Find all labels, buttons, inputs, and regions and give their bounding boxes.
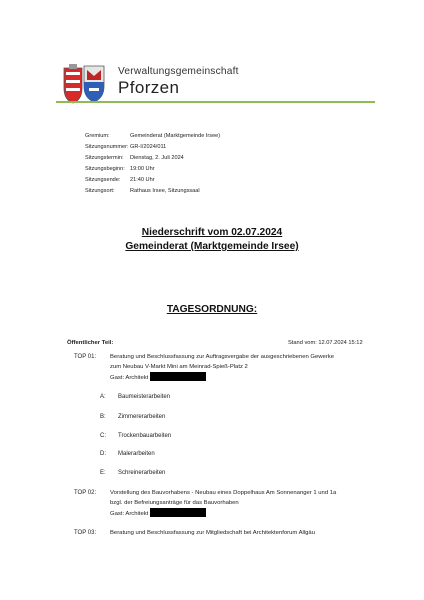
document-title: Niederschrift vom 02.07.2024 (141, 227, 283, 238)
coat-of-arms-logo (60, 62, 108, 106)
meta-key: Sitzungsende: (85, 177, 121, 183)
meta-key: Gremium: (85, 133, 110, 139)
subitem-e-text: Schreinerarbeiten (118, 470, 166, 476)
subitem-c-text: Trockenbauarbeiten (118, 433, 172, 439)
meta-value: 19:00 Uhr (130, 166, 155, 172)
subitem-c-letter: C: (100, 433, 106, 439)
redaction-bar (150, 372, 206, 381)
meta-value: Rathaus Irsee, Sitzungssaal (130, 188, 200, 194)
top-03-text (110, 529, 378, 539)
top-03-label: TOP 03: (74, 530, 97, 536)
top-01-guest: Gast: Architekt (110, 372, 378, 384)
subitem-a-text: Baumeisterarbeiten (118, 394, 171, 400)
subitem-b-text: Zimmererarbeiten (118, 414, 166, 420)
top-03-line1: Beratung und Beschlussfassung zur Mitgliedschaft bei Architektenforum Allgäu (110, 530, 315, 536)
top-02-line2: bzgl. der Befreiungsanträge für das Bauvorhaben (110, 499, 239, 506)
meta-key: Sitzungsnummer: (85, 144, 129, 150)
document-subtitle: Gemeinderat (Marktgemeinde Irsee) (125, 241, 299, 252)
top-02-text (110, 489, 378, 520)
header-divider (56, 101, 375, 103)
subitem-e-letter: E: (100, 470, 106, 476)
top-01-label: TOP 01: (74, 354, 97, 360)
meta-value: GR-I/2024/011 (130, 144, 167, 150)
meta-value: Gemeinderat (Marktgemeinde Irsee) (130, 133, 221, 139)
organization-name-line2: Pforzen (118, 78, 180, 97)
meta-value: 21:40 Uhr (130, 177, 155, 183)
top-02-line1: Vorstellung des Bauvorhabens - Neubau eines Doppelhaus Am Sonnenanger 1 und 1a (110, 490, 337, 496)
agenda-heading: TAGESORDNUNG: (166, 304, 258, 315)
meta-value: Dienstag, 2. Juli 2024 (130, 155, 184, 161)
top-01-text (110, 353, 378, 384)
top-01-line1: Beratung und Beschlussfassung zur Auftragsvergabe der ausgeschriebenen Gewerke (110, 354, 334, 360)
top-02-guest: Gast: Architekt (110, 508, 378, 520)
top-02-label: TOP 02: (74, 490, 97, 496)
meta-key: Sitzungsort: (85, 188, 115, 194)
subitem-d-text: Malerarbeiten (118, 451, 155, 457)
stand-timestamp: Stand vom: 12.07.2024 15:12 (288, 340, 363, 346)
subitem-d-letter: D: (100, 451, 106, 457)
meta-key: Sitzungsbeginn: (85, 166, 125, 172)
meta-key: Sitzungstermin: (85, 155, 124, 161)
organization-name-line1: Verwaltungsgemeinschaft (118, 66, 239, 77)
redaction-bar (150, 508, 206, 517)
subitem-a-letter: A: (100, 394, 106, 400)
top-01-line2: zum Neubau V-Markt Mini am Meinrad-Spieß-Platz 2 (110, 363, 248, 370)
subitem-b-letter: B: (100, 414, 106, 420)
section-label: Öffentlicher Teil: (67, 340, 114, 346)
